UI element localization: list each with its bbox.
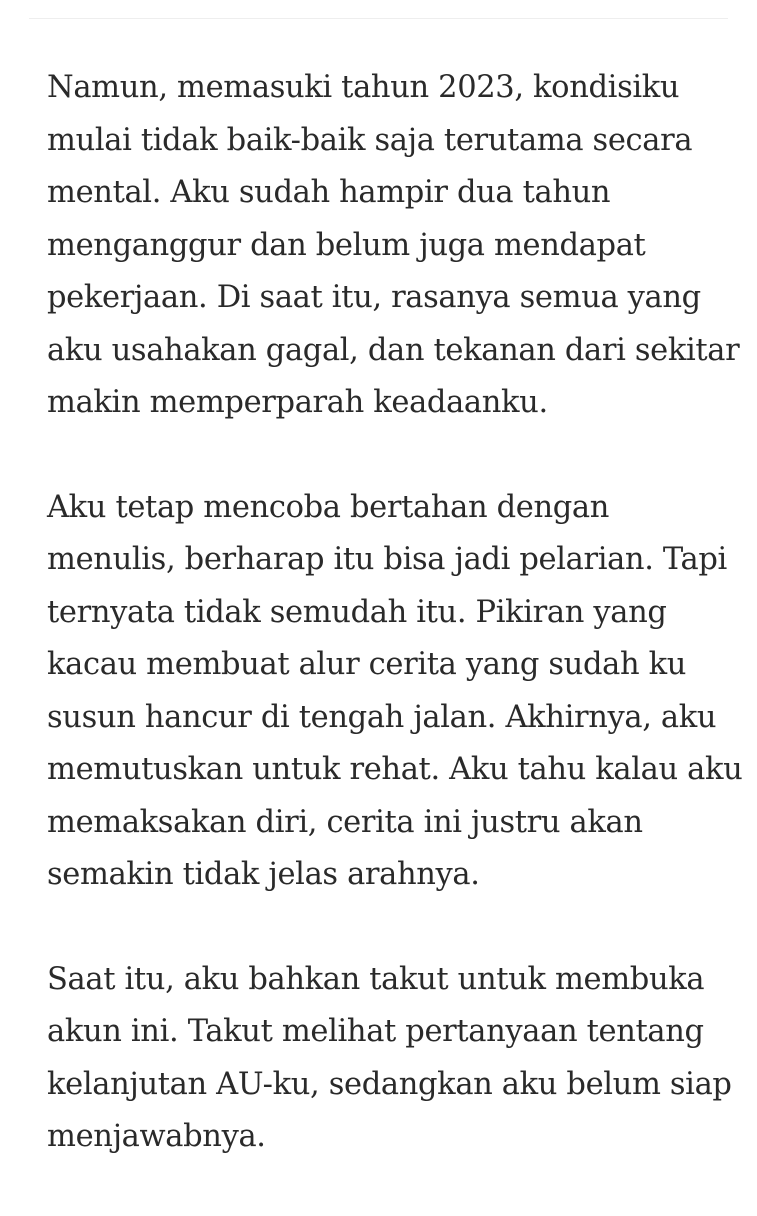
text-line: kelanjutan AU-ku, sedangkan aku belum siap	[47, 1066, 732, 1102]
text-line: memaksakan diri, cerita ini justru akan	[47, 804, 643, 840]
text-line: Aku tetap mencoba bertahan dengan	[47, 489, 610, 525]
top-divider	[29, 18, 728, 19]
text-line: Namun, memasuki tahun 2023, kondisiku	[47, 70, 680, 105]
text-line: makin memperparah keadaanku.	[47, 385, 548, 420]
paragraph-2	[47, 482, 743, 902]
text-line: menulis, berharap itu bisa jadi pelarian. Tapi	[47, 542, 727, 577]
text-line: aku usahakan gagal, dan tekanan dari sekitar	[47, 332, 740, 368]
text-line: mental. Aku sudah hampir dua tahun	[47, 175, 611, 210]
text-line: Saat itu, aku bahkan takut untuk membuka	[47, 961, 705, 997]
paragraph-1	[47, 62, 740, 430]
text-line: menjawabnya.	[47, 1119, 266, 1154]
text-line: menganggur dan belum juga mendapat	[47, 227, 646, 263]
text-line: mulai tidak baik-baik saja terutama secara	[47, 122, 693, 158]
text-line: kacau membuat alur cerita yang sudah ku	[47, 647, 687, 682]
text-line: pekerjaan. Di saat itu, rasanya semua yang	[47, 280, 701, 315]
text-line: akun ini. Takut melihat pertanyaan tentang	[47, 1014, 704, 1049]
text-line: susun hancur di tengah jalan. Akhirnya, aku	[47, 699, 717, 735]
article-body	[47, 62, 743, 1216]
text-line: memutuskan untuk rehat. Aku tahu kalau aku	[47, 752, 743, 787]
paragraph-3	[47, 954, 737, 1164]
text-line: semakin tidak jelas arahnya.	[47, 857, 480, 892]
text-line: ternyata tidak semudah itu. Pikiran yang	[47, 594, 667, 630]
